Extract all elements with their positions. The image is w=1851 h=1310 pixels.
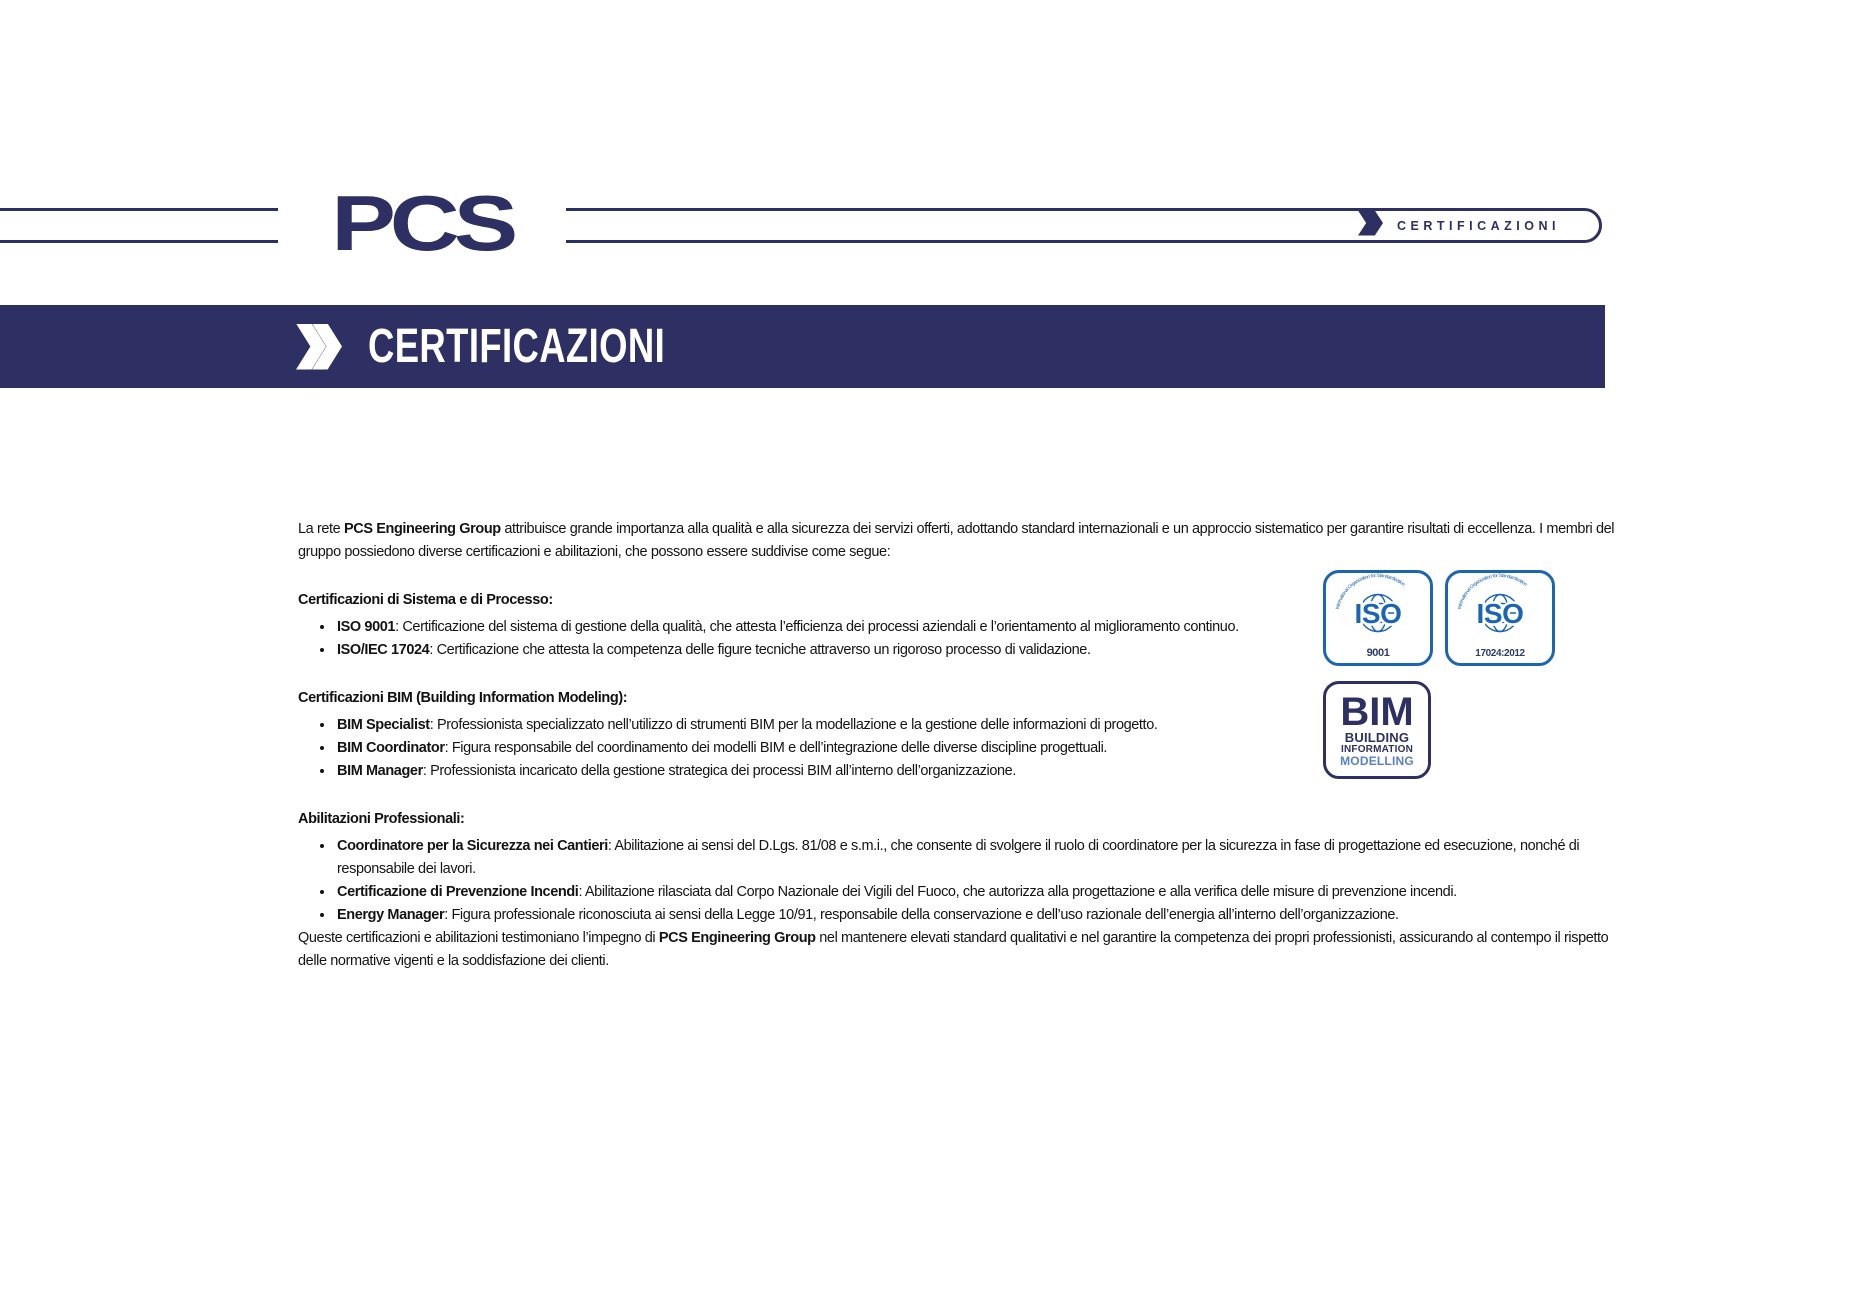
closing-text: nel mantenere elevati standard qualitativi e nel garantire la competenza dei propri professionisti, assicurando al contempo il rispetto delle normative vigenti e la soddisfazione dei clienti. bbox=[298, 930, 1609, 969]
item-term: Certificazione di Prevenzione Incendi bbox=[337, 884, 579, 900]
bim-word-information: INFORMATION bbox=[1340, 743, 1413, 755]
iso-wordmark: ISO bbox=[1354, 598, 1402, 629]
company-logo bbox=[278, 180, 566, 268]
iso-9001-badge-icon bbox=[1323, 570, 1433, 666]
intro-paragraph bbox=[298, 518, 1635, 564]
section-heading-bim: Certificazioni BIM (Building Information Modeling): bbox=[298, 690, 628, 706]
bim-wordmark: BIM bbox=[1340, 689, 1414, 734]
list-item bbox=[335, 881, 1635, 904]
pcs-logo-icon: PCS bbox=[331, 180, 513, 268]
certification-badges bbox=[1323, 570, 1555, 779]
company-name: PCS Engineering Group bbox=[343, 521, 501, 537]
iso-17024-badge-icon bbox=[1445, 570, 1555, 666]
item-desc: : Abilitazione rilasciata dal Corpo Nazionale dei Vigili del Fuoco, che autorizza alla progettazione e alla verifica delle misure di prevenzione incendi. bbox=[578, 884, 1457, 900]
item-term: BIM Coordinator bbox=[337, 740, 445, 756]
item-desc: : Certificazione che attesta la competenza delle figure tecniche attraverso un rigoroso processo di validazione. bbox=[429, 642, 1091, 658]
item-desc: : Professionista incaricato della gestione strategica dei processi BIM all’interno dell’organizzazione. bbox=[422, 763, 1016, 779]
item-term: BIM Manager bbox=[337, 763, 423, 779]
intro-text: La rete bbox=[298, 521, 344, 537]
page-title: CERTIFICAZIONI bbox=[368, 320, 666, 373]
item-term: ISO 9001 bbox=[337, 619, 396, 635]
list-item bbox=[335, 835, 1635, 881]
iso-badges-row bbox=[1323, 570, 1555, 666]
item-desc: : Abilitazione ai sensi del D.Lgs. 81/08 e s.m.i., che consente di svolgere il ruolo di coordinatore per la sicurezza in fase di progettazione ed esecuzione, nonché di responsabile dei lavori. bbox=[337, 838, 1580, 877]
section-list bbox=[298, 835, 1635, 927]
double-chevron-icon bbox=[296, 324, 342, 370]
item-term: Energy Manager bbox=[337, 907, 445, 923]
closing-paragraph bbox=[298, 927, 1635, 973]
iso-logo-icon bbox=[1326, 573, 1430, 663]
closing-text: Queste certificazioni e abilitazioni testimoniano l’impegno di bbox=[298, 930, 659, 946]
item-term: Coordinatore per la Sicurezza nei Cantieri bbox=[337, 838, 608, 854]
header-section-tag bbox=[1358, 208, 1560, 243]
bim-word-modelling: MODELLING bbox=[1340, 753, 1414, 768]
item-term: BIM Specialist bbox=[337, 717, 430, 733]
item-desc: : Professionista specializzato nell’utilizzo di strumenti BIM per la modellazione e la gestione delle informazioni di progetto. bbox=[429, 717, 1158, 733]
iso-ring-text: International Organization for Standardization bbox=[1456, 573, 1528, 610]
main-content bbox=[298, 518, 1635, 973]
item-desc: : Certificazione del sistema di gestione della qualità, che attesta l’efficienza dei processi aziendali e l’orientamento al miglioramento continuo. bbox=[395, 619, 1239, 635]
item-desc: : Figura responsabile del coordinamento dei modelli BIM e dell’integrazione delle diverse discipline progettuali. bbox=[444, 740, 1108, 756]
company-name: PCS Engineering Group bbox=[658, 930, 816, 946]
header-section-label: CERTIFICAZIONI bbox=[1397, 218, 1560, 233]
item-desc: : Figura professionale riconosciuta ai sensi della Legge 10/91, responsabile della conservazione e dell’uso razionale dell’energia all’interno dell’organizzazione. bbox=[444, 907, 1399, 923]
bim-badge-icon bbox=[1323, 681, 1431, 779]
iso-logo-icon bbox=[1448, 573, 1552, 663]
title-banner bbox=[0, 305, 1605, 388]
section-heading-sistema-processo: Certificazioni di Sistema e di Processo: bbox=[298, 592, 553, 608]
intro-text: attribuisce grande importanza alla qualità e alla sicurezza dei servizi offerti, adottando standard internazionali e un approccio sistematico per garantire risultati di eccellenza. I membri del gruppo possiedono diverse certificazioni e abilitazioni, che possono essere suddivise come segue: bbox=[298, 521, 1615, 560]
double-chevron-icon bbox=[1358, 211, 1383, 241]
item-term: ISO/IEC 17024 bbox=[337, 642, 430, 658]
iso-standard-number: 9001 bbox=[1366, 647, 1390, 659]
iso-ring-text: International Organization for Standardization bbox=[1334, 573, 1406, 610]
iso-standard-number: 17024:2012 bbox=[1475, 648, 1525, 659]
section-heading-abilitazioni: Abilitazioni Professionali: bbox=[298, 811, 465, 827]
bim-word-building: BUILDING bbox=[1344, 729, 1410, 745]
iso-wordmark: ISO bbox=[1476, 598, 1524, 629]
list-item bbox=[335, 904, 1635, 927]
